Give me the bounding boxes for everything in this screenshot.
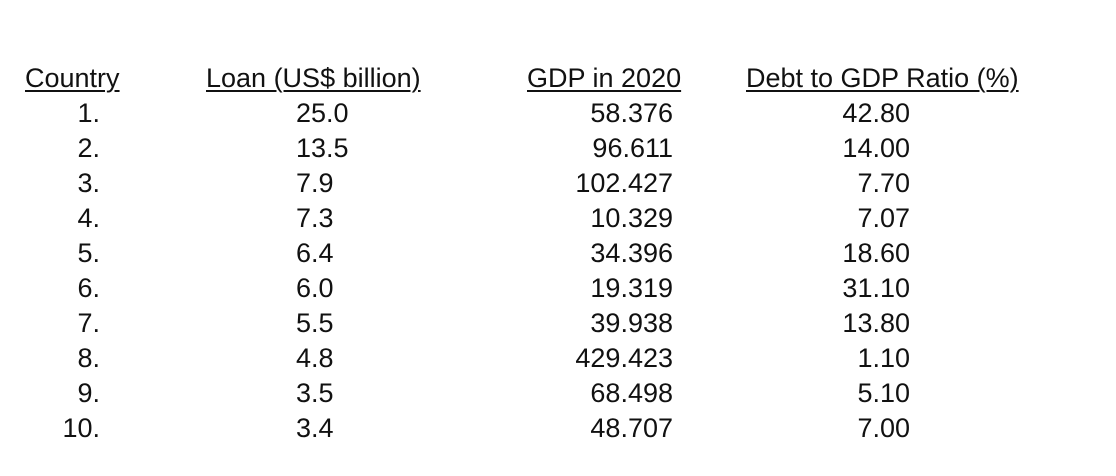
row-3-loan: 7.9 [296,168,334,198]
row-10-ratio: 7.00 [857,413,910,443]
row-4-ratio: 7.07 [857,203,910,233]
row-10-loan: 3.4 [296,413,334,443]
row-2-loan: 13.5 [296,133,349,163]
row-9-loan: 3.5 [296,378,334,408]
row-2-gdp: 96.611 [592,133,673,163]
row-2-country: 2. [77,133,100,163]
row-7-country: 7. [77,308,100,338]
row-9-ratio: 5.10 [857,378,910,408]
row-8-gdp: 429.423 [575,343,673,373]
row-5-country: 5. [77,238,100,268]
row-3-ratio: 7.70 [857,168,910,198]
row-7-gdp: 39.938 [590,308,673,338]
row-8-country: 8. [77,343,100,373]
row-8-loan: 4.8 [296,343,334,373]
row-6-country: 6. [77,273,100,303]
row-6-gdp: 19.319 [590,273,673,303]
row-7-ratio: 13.80 [842,308,910,338]
row-10-gdp: 48.707 [590,413,673,443]
row-5-loan: 6.4 [296,238,334,268]
header-loan: Loan (US$ billion) [206,63,421,93]
row-4-gdp: 10.329 [590,203,673,233]
row-6-loan: 6.0 [296,273,334,303]
row-5-gdp: 34.396 [590,238,673,268]
row-1-country: 1. [77,98,100,128]
row-1-gdp: 58.376 [590,98,673,128]
row-1-loan: 25.0 [296,98,349,128]
row-6-ratio: 31.10 [842,273,910,303]
row-5-ratio: 18.60 [842,238,910,268]
header-gdp: GDP in 2020 [527,63,682,93]
row-7-loan: 5.5 [296,308,334,338]
row-9-gdp: 68.498 [590,378,673,408]
row-4-loan: 7.3 [296,203,334,233]
row-3-gdp: 102.427 [575,168,673,198]
row-3-country: 3. [77,168,100,198]
row-8-ratio: 1.10 [857,343,910,373]
row-2-ratio: 14.00 [842,133,910,163]
row-4-country: 4. [77,203,100,233]
row-1-ratio: 42.80 [842,98,910,128]
row-9-country: 9. [77,378,100,408]
header-country: Country [25,63,120,93]
header-ratio: Debt to GDP Ratio (%) [746,63,1019,93]
row-10-country: 10. [62,413,100,443]
